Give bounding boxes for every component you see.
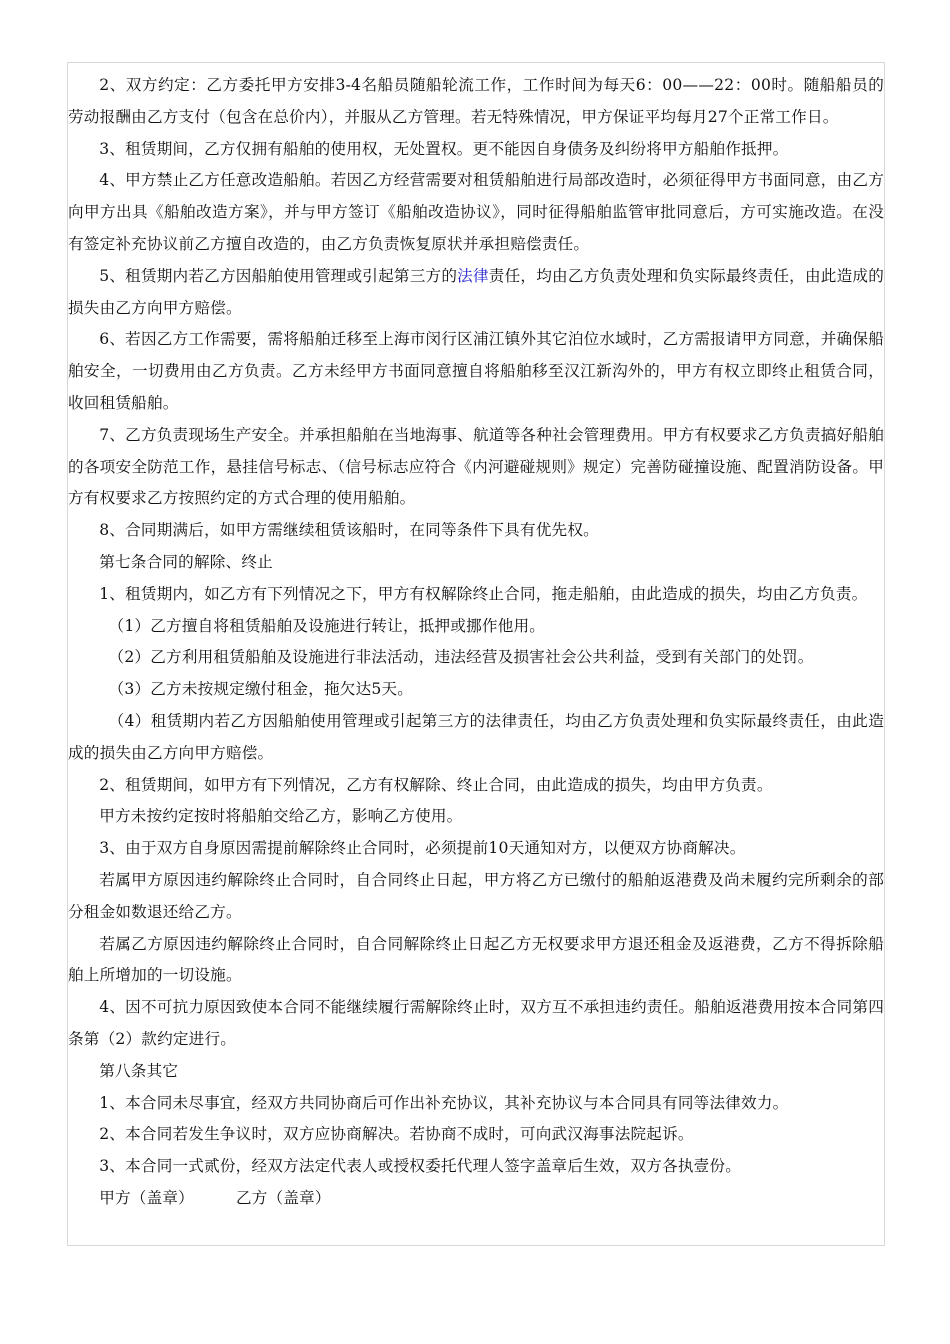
clause-6-relocation: 6、若因乙方工作需要，需将船舶迁移至上海市闵行区浦江镇外其它泊位水域时，乙方需报请甲方同意，并确保船舶安全，一切费用由乙方负责。乙方未经甲方书面同意擅自将船舶移至汉江新沟外的，甲方有权立即终止租赁合同，收回租赁船舶。: [68, 330, 884, 412]
party-a-seal: 甲方（盖章）: [99, 1188, 194, 1207]
termination-clause-1: 1、租赁期内，如乙方有下列情况之下，甲方有权解除终止合同，拖走船舶，由此造成的损失，均由乙方负责。: [99, 584, 868, 603]
termination-item-1: （1）乙方擅自将租赁船舶及设施进行转让，抵押或挪作他用。: [108, 616, 546, 635]
article-8-heading: 第八条其它: [99, 1061, 179, 1080]
termination-item-4: （4）租赁期内若乙方因船舶使用管理或引起第三方的法律责任，均由乙方负责处理和负实际最终责任，由此造成的损失由乙方向甲方赔偿。: [68, 711, 884, 762]
clause-3-usage-rights: 3、租赁期间，乙方仅拥有船舶的使用权，无处置权。更不能因自身债务及纠纷将甲方船舶作抵押。: [99, 139, 789, 158]
termination-clause-3-party-b: 若属乙方原因违约解除终止合同时，自合同解除终止日起乙方无权要求甲方退还租金及返港费，乙方不得拆除船舶上所增加的一切设施。: [68, 934, 884, 985]
clause-7-safety: 7、乙方负责现场生产安全。并承担船舶在当地海事、航道等各种社会管理费用。甲方有权要求乙方负责搞好船舶的各项安全防范工作，悬挂信号标志、（信号标志应符合《内河避碰规则》规定）完善防碰撞设施、配置消防设备。甲方有权要求乙方按照约定的方式合理的使用船舶。: [68, 425, 884, 508]
other-clause-2: 2、本合同若发生争议时，双方应协商解决。若协商不成时，可向武汉海事法院起诉。: [99, 1125, 694, 1144]
other-clause-1: 1、本合同未尽事宜，经双方共同协商后可作出补充协议，其补充协议与本合同具有同等法律效力。: [99, 1093, 789, 1112]
clause-2-crew-arrangement: 2、双方约定：乙方委托甲方安排3-4名船员随船轮流工作，工作时间为每天6：00——22：00时。随船船员的劳动报酬由乙方支付（包含在总价内），并服从乙方管理。若无特殊情况，甲方保证平均每月27个正常工作日。: [68, 76, 884, 126]
termination-clause-3-party-a: 若属甲方原因违约解除终止合同时，自合同终止日起，甲方将乙方已缴付的船舶返港费及尚未履约完所剩余的部分租金如数退还给乙方。: [68, 870, 884, 921]
termination-clause-3: 3、由于双方自身原因需提前解除终止合同时，必须提前10天通知对方，以便双方协商解决。: [99, 839, 746, 858]
clause-5-third-party-liability: [68, 261, 884, 325]
other-clause-3: 3、本合同一式贰份，经双方法定代表人或授权委托代理人签字盖章后生效，双方各执壹份。: [99, 1157, 742, 1176]
termination-item-2: （2）乙方利用租赁船舶及设施进行非法活动，违法经营及损害社会公共利益，受到有关部门的处罚。: [108, 648, 814, 667]
article-7-heading: 第七条合同的解除、终止: [99, 552, 273, 571]
contract-body: [68, 70, 884, 1215]
clause-5-text-end: 责任，均由乙方负责处理和负实际最终责任，由此造成的损失由乙方向甲方赔偿。: [68, 266, 884, 317]
clause-8-priority-renewal: 8、合同期满后，如甲方需继续租赁该船时，在同等条件下具有优先权。: [99, 521, 599, 540]
clause-5-text-start: 5、租赁期内若乙方因船舶使用管理或引起第三方的: [99, 266, 458, 285]
party-b-seal: 乙方（盖章）: [235, 1188, 331, 1207]
termination-clause-2: 2、租赁期间，如甲方有下列情况，乙方有权解除、终止合同，由此造成的损失，均由甲方负责。: [99, 775, 773, 794]
law-link[interactable]: 法律: [457, 266, 489, 285]
termination-item-3: （3）乙方未按规定缴付租金，拖欠达5天。: [108, 680, 414, 699]
termination-clause-2-condition: 甲方未按约定按时将船舶交给乙方，影响乙方使用。: [99, 807, 463, 826]
signature-row: [68, 1183, 884, 1215]
termination-clause-4: 4、因不可抗力原因致使本合同不能继续履行需解除终止时，双方互不承担违约责任。船舶返港费用按本合同第四条第（2）款约定进行。: [68, 998, 884, 1048]
clause-4-modification: 4、甲方禁止乙方任意改造船舶。若因乙方经营需要对租赁船舶进行局部改造时，必须征得甲方书面同意，由乙方向甲方出具《船舶改造方案》，并与甲方签订《船舶改造协议》，同时征得船舶监管审批同意后，方可实施改造。在没有签定补充协议前乙方擅自改造的，由乙方负责恢复原状并承担赔偿责任。: [68, 171, 884, 253]
